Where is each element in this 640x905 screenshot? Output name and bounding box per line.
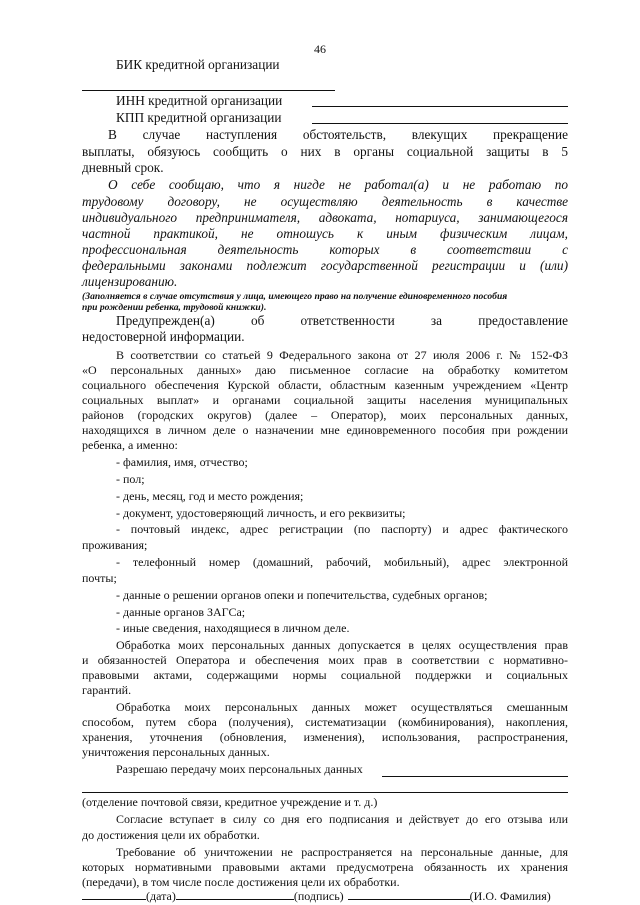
sign-label: (подпись) (293, 889, 344, 903)
transfer-label: Разрешаю передачу моих персональных данных (116, 762, 363, 776)
methods-line: хранения, уточнения (обновления, изменения), использования, распространения, (82, 730, 568, 744)
purpose-line: правовыми актами, содержащими нормы социальной поддержки и социальных (82, 668, 568, 682)
obligation-line: дневный срок. (82, 160, 164, 175)
bik-field[interactable] (82, 90, 335, 91)
about-self-line: федеральными законами подлежит государственной регистрации и (или) (82, 258, 568, 273)
data-item: - данные органов ЗАГСа; (116, 605, 246, 619)
inn-field[interactable] (312, 106, 568, 107)
destruction-line: которых нормативными правовыми актами предусмотрена обязанность их хранения (82, 860, 568, 874)
consent-line: социальных выплат» и органами социальной защиты населения муниципальных (82, 393, 568, 407)
consent-line: «О персональных данных» даю письменное согласие на обработку комитетом (82, 363, 568, 377)
methods-line: уничтожения персональных данных. (82, 745, 270, 759)
data-item: почты; (82, 571, 117, 585)
about-self-line: индивидуального предпринимателя, адвоката, нотариуса, занимающегося (82, 210, 568, 225)
data-item: - день, месяц, год и место рождения; (116, 489, 304, 503)
about-self-line: трудовому договору, не осуществляю деятельность в качестве (82, 194, 568, 209)
warning-line: недостоверной информации. (82, 329, 245, 344)
note-line: (Заполняется в случае отсутствия у лица, имеющего право на получение единовременного пособия (82, 291, 508, 302)
bik-label: БИК кредитной организации (116, 57, 280, 72)
about-self-line: частной практикой, не отношусь к иным физическим лицам, (82, 226, 568, 241)
about-self-line: профессиональная деятельность которых в соответствии с (82, 242, 568, 257)
kpp-field[interactable] (312, 123, 568, 124)
consent-line: социального обеспечения Курской области, областным казенным учреждением «Центр (82, 378, 568, 392)
consent-line: находящихся в личном деле о назначении мне единовременного пособия при рождении (82, 423, 568, 437)
note-line: при рождении ребенка, трудовой книжки). (82, 302, 267, 313)
purpose-line: и обязанностей Оператора и обеспечения моих прав в соответствии с нормативно- (82, 653, 568, 667)
page-number: 46 (314, 42, 326, 56)
data-item: - данные о решении органов опеки и попечительства, судебных органов; (116, 588, 488, 602)
consent-line: В соответствии со статьей 9 Федерального закона от 27 июля 2006 г. № 152-ФЗ (116, 348, 568, 362)
kpp-label: КПП кредитной организации (116, 110, 282, 125)
signature-row (82, 889, 551, 904)
data-item: - фамилия, имя, отчество; (116, 455, 248, 469)
purpose-line: гарантий. (82, 683, 132, 697)
data-item: проживания; (82, 538, 148, 552)
destruction-line: Требование об уничтожении не распространяется на персональные данные, для (116, 845, 568, 859)
consent-line: районов (городских округов) (далее – Оператор), моих персональных данных, (82, 408, 568, 422)
inn-label: ИНН кредитной организации (116, 93, 283, 108)
transfer-hint: (отделение почтовой связи, кредитное учреждение и т. д.) (82, 795, 378, 809)
transfer-field-2[interactable] (82, 792, 568, 793)
data-item: - пол; (116, 472, 145, 486)
methods-line: Обработка моих персональных данных может осуществляться смешанным (116, 700, 568, 714)
date-field[interactable] (82, 899, 146, 900)
methods-line: способом, путем сбора (получения), систематизации (комбинирования), накопления, (82, 715, 568, 729)
data-item: - почтовый индекс, адрес регистрации (по паспорту) и адрес фактического (116, 522, 568, 536)
about-self-line: лицензированию. (82, 274, 178, 289)
date-label: (дата) (146, 889, 176, 903)
obligation-line: выплаты, обязуюсь сообщить о них в органы социальной защиты в 5 (82, 144, 568, 159)
validity-line: Согласие вступает в силу со дня его подписания и действует до его отзыва или (116, 812, 568, 826)
validity-line: до достижения цели их обработки. (82, 828, 260, 842)
name-label: (И.О. Фамилия) (469, 889, 551, 903)
name-field[interactable] (348, 899, 470, 900)
data-item: - телефонный номер (домашний, рабочий, мобильный), адрес электронной (116, 555, 568, 569)
obligation-line: В случае наступления обстоятельств, влекущих прекращение (108, 127, 568, 142)
transfer-field[interactable] (382, 776, 568, 777)
sign-field[interactable] (176, 899, 294, 900)
about-self-line: О себе сообщаю, что я нигде не работал(а) и не работаю по (108, 177, 568, 192)
purpose-line: Обработка моих персональных данных допускается в целях осуществления прав (116, 638, 568, 652)
destruction-line: (передачи), в том числе после достижения цели их обработки. (82, 875, 400, 889)
warning-line: Предупрежден(а) об ответственности за предоставление (116, 313, 568, 328)
data-item: - документ, удостоверяющий личность, и его реквизиты; (116, 506, 406, 520)
data-item: - иные сведения, находящиеся в личном деле. (116, 621, 350, 635)
consent-line: ребенка, а именно: (82, 438, 178, 452)
